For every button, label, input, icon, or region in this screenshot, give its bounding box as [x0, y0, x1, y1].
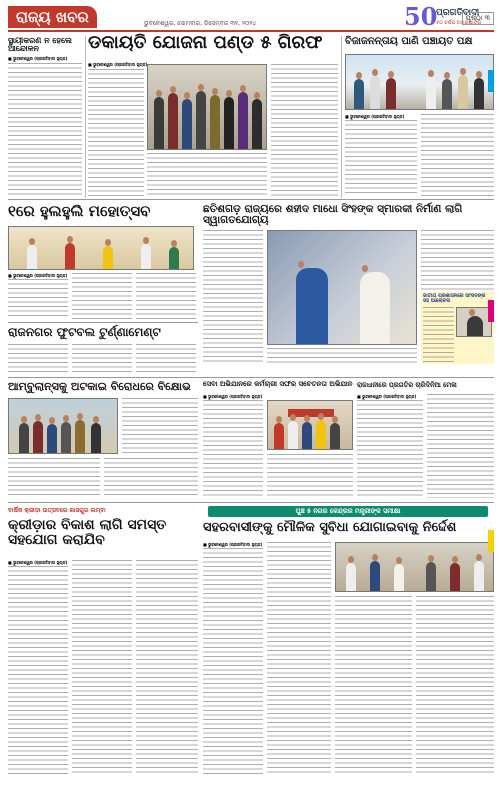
column-divider	[341, 36, 342, 198]
registration-mark	[488, 530, 494, 552]
column-divider	[85, 36, 86, 198]
story-11-photo	[335, 542, 494, 592]
section-title: ରାଜ୍ୟ ଖବର	[8, 6, 97, 28]
story-4-headline: ୧ରେ ହୁଲହୁଲି ମହୋତ୍ସବ	[8, 202, 151, 220]
page-number: ପୃଷ୍ଠା ୩	[462, 12, 494, 25]
story-12-body	[423, 307, 454, 362]
story-11-headline: ସହରବାସୀଙ୍କୁ ମୌଳିକ ସୁବିଧା ଯୋଗାଇବାକୁ ନିର୍ଦ୍ଦେଶ	[203, 520, 457, 535]
story-12-headline: ଜାତୀୟ ପ୍ରଶାସନରେ ସାଂସଦଙ୍କ ସହ ଆଲୋଚନା	[423, 293, 486, 305]
story-5-photo	[267, 230, 417, 345]
story-10-body-3	[136, 560, 198, 776]
story-9-body-right	[427, 394, 494, 498]
story-11-body-1	[203, 548, 263, 776]
story-6-headline: ରାଜନଗର ଫୁଟବଲ ଟୁର୍ଣ୍ଣାମେଣ୍ଟ	[8, 325, 161, 339]
story-11-body-4	[416, 596, 494, 776]
story-5-caption	[267, 348, 417, 364]
story-1-body	[8, 63, 82, 196]
story-2-byline: ■ ଭୁବନେଶ୍ୱର (ପ୍ରଗତିବାଦୀ ନ୍ୟୁଜ)	[88, 62, 148, 67]
story-5-body-right	[421, 230, 494, 290]
story-9-body-left	[357, 400, 423, 498]
story-2-headline: ଡକାୟତି ଯୋଜନା ପଣ୍ଡ ୫ ଗିରଫ	[88, 32, 323, 53]
story-6-body-mid	[72, 344, 132, 374]
row-divider	[8, 322, 198, 323]
story-8-photo	[267, 400, 353, 450]
story-2-caption	[147, 153, 267, 196]
story-8-body-right	[267, 454, 353, 498]
story-7-body-right	[104, 458, 198, 498]
story-4-byline: ■ ଭୁବନେଶ୍ୱର (ପ୍ରଗତିବାଦୀ ନ୍ୟୁଜ)	[8, 273, 68, 278]
story-7-photo	[8, 398, 118, 454]
story-8-headline: ସେବା ଅଭିଯାନରେ କର୍ମଚାରୀ ସଙ୍ଘର ସଚେତନତା ଅଭିଯାନ	[203, 380, 353, 388]
story-6-body-left	[8, 344, 68, 374]
story-5-headline: ଛତିଶଗଡ଼ ରାଜ୍ୟରେ ଶହୀଦ ମାଧୋ ସିଂହଙ୍କ ସ୍ମାରକୀ ନିର୍ମାଣ ଲାଗି ସ୍ୱାଗତଯୋଗ୍ୟ	[203, 203, 463, 227]
dateline: ଭୁବନେଶ୍ୱର, ସୋମବାର, ଡିସେମ୍ବର ୩୧, ୨୦୨୪	[144, 20, 257, 27]
story-11-body-3	[335, 596, 412, 776]
anniversary-logo: 50	[404, 2, 438, 31]
story-3-body-right	[421, 114, 494, 196]
story-9-headline: ରାଜଧାନୀରେ ପ୍ରଗତିର ଚାରିଦିନିଆ ମେଳା	[357, 381, 457, 389]
story-2-body-right	[271, 64, 338, 196]
brand-name: ପ୍ରଗତିବାଦୀ	[436, 8, 480, 18]
story-3-byline: ■ ଭୁବନେଶ୍ୱର (ପ୍ରଗତିବାଦୀ ନ୍ୟୁଜ)	[345, 114, 405, 119]
story-5-body-left	[203, 230, 263, 364]
story-7-headline: ଆମ୍ବୁଲାନ୍ସକୁ ଅଟକାଇ ବିରୋଧରେ ବିକ୍ଷୋଭ	[8, 380, 191, 393]
story-8-byline: ■ ଭୁବନେଶ୍ୱର (ପ୍ରଗତିବାଦୀ ନ୍ୟୁଜ)	[203, 394, 263, 399]
masthead	[8, 2, 494, 32]
row-divider	[8, 199, 494, 200]
story-1-headline: ସ୍ଥାୟୀକରଣ ନ ହେଲେ ଆନ୍ଦୋଳନ	[8, 36, 73, 54]
newspaper-page	[8, 0, 494, 788]
story-4-body-mid	[72, 273, 132, 319]
story-7-body-top	[122, 398, 198, 454]
story-11-strap: ଘୁଞ୍ଚ ୫ ନଗର କେନ୍ଦ୍ରର ମନ୍ତ୍ରୀଙ୍କ ସମୀକ୍ଷା	[208, 506, 488, 517]
story-12-photo	[456, 307, 492, 337]
brand-subtitle: ୫୦ ବର୍ଷର ଅଗ୍ରଯାତ୍ରା	[436, 20, 482, 26]
story-10-headline: କ୍ରୀଡ଼ାର ବିକାଶ ଲାଗି ସମସ୍ତ ସହଯୋଗ କରାଯିବ	[8, 517, 167, 548]
story-8-body-left	[203, 400, 263, 498]
registration-mark	[488, 300, 494, 322]
story-3-body-left	[345, 120, 417, 196]
registration-mark	[488, 70, 494, 92]
story-3-photo	[345, 54, 494, 110]
story-10-byline: ■ ଭୁବନେଶ୍ୱର (ପ୍ରଗତିବାଦୀ ନ୍ୟୁଜ)	[8, 560, 68, 565]
story-3-headline: ବିଜାଜନନ୍ତାୟ ପାଣି ପଞ୍ଚାୟତ ପକ୍ଷ	[345, 36, 473, 47]
story-11-body-2	[267, 542, 331, 776]
story-10-body-2	[72, 560, 132, 776]
story-10-body-1	[8, 566, 68, 776]
story-9-byline: ■ ଭୁବନେଶ୍ୱର (ପ୍ରଗତିବାଦୀ ନ୍ୟୁଜ)	[357, 394, 417, 399]
story-11-byline: ■ ଭୁବନେଶ୍ୱର (ପ୍ରଗତିବାଦୀ ନ୍ୟୁଜ)	[203, 542, 263, 547]
story-4-body-left	[8, 279, 68, 319]
story-7-body-left	[8, 458, 100, 498]
story-6-body-right	[136, 344, 196, 374]
story-10-kicker: ବାର୍ଷିକ କ୍ରୀଡ଼ା ଉତ୍ସବରେ ଖାସଗୁର ଲମ୍ବା	[8, 506, 198, 516]
row-divider	[8, 502, 494, 503]
story-2-body-left	[88, 69, 144, 196]
story-2-photo	[147, 64, 267, 150]
row-divider	[8, 377, 494, 378]
story-1-byline: ■ ଭୁବନେଶ୍ୱର (ପ୍ରଗତିବାଦୀ ନ୍ୟୁଜ)	[8, 56, 68, 61]
story-4-photo	[8, 226, 194, 270]
story-4-body-right	[136, 273, 196, 319]
